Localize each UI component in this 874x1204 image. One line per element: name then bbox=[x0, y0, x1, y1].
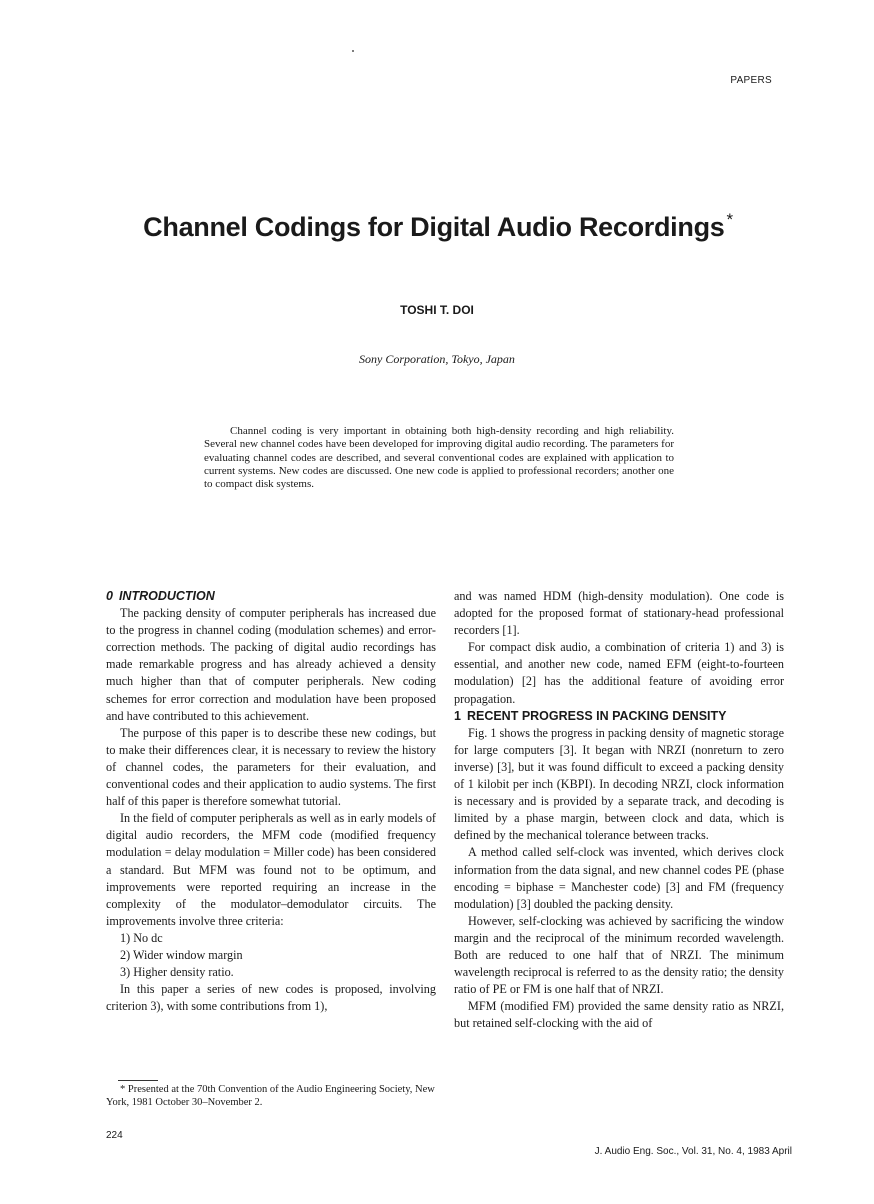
page-number: 224 bbox=[106, 1130, 123, 1141]
abstract: Channel coding is very important in obtaining both high-density recording and high reliability. Several new channel codes have been developed for improving digital audio recording. The parameters for evaluating channel codes are described, and several conventional codes are explained with application to current systems. New codes are discussed. One new code is applied to professional recorders; another one to compact disk systems. bbox=[204, 425, 674, 491]
right-paragraph-5: However, self-clocking was achieved by sacrificing the window margin and the reciprocal of the minimum recorded wavelength. Both are reduced to one half that of NRZI. The minimum wavelength reciprocal is referred to as the density ratio; the density ratio of PE or FM is one half that of NRZI. bbox=[454, 913, 784, 997]
footnote-rule bbox=[118, 1080, 158, 1081]
intro-paragraph-2: The purpose of this paper is to describe these new codings, but to make their differences clear, it is necessary to review the history of channel codes, the parameters for their evaluation, and conventional codes and their application to audio systems. The first half of this paper is therefore somewhat tutorial. bbox=[106, 725, 436, 809]
title-footnote-mark: * bbox=[726, 210, 733, 229]
author-affiliation: Sony Corporation, Tokyo, Japan bbox=[359, 352, 515, 366]
right-paragraph-6: MFM (modified FM) provided the same density ratio as NRZI, but retained self-clocking with the aid of bbox=[454, 999, 784, 1031]
right-paragraph-3: Fig. 1 shows the progress in packing density of magnetic storage for large computers [3]. It began with NRZI (nonreturn to zero inverse) [3], but it was found difficult to exceed a packing density of 1 kilobit per inch (KBPI). In decoding NRZI, clock information is necessary and is provided by a separate track, and decoding is limited by a phase margin, between clock and data, which is defined by the mechanical tolerance between tracks. bbox=[454, 725, 784, 843]
intro-paragraph-1: The packing density of computer peripherals has increased due to the progress in channel coding (modulation schemes) and error-correction methods. The packing of digital audio recordings has made remarkable progress and has already achieved a density much higher than that of computer peripherals. New coding schemes for error correction and modulation have been proposed and have contributed to this achievement. bbox=[106, 606, 436, 723]
right-column bbox=[454, 588, 784, 1032]
intro-heading-number: 0 bbox=[106, 589, 113, 603]
criterion-item: 2) Wider window margin bbox=[120, 947, 243, 962]
scan-speck bbox=[352, 50, 354, 52]
criterion-item: 3) Higher density ratio. bbox=[120, 965, 234, 980]
right-paragraph-4: A method called self-clock was invented, which derives clock information from the data signal, and new channel codes PE (phase encoding = biphase = Manchester code) [3] and FM (frequency modulation) [3] doubled the packing density. bbox=[454, 845, 784, 911]
left-column bbox=[106, 588, 436, 1015]
footnote: * Presented at the 70th Convention of the Audio Engineering Society, New York, 1981 October 30–November 2. bbox=[106, 1084, 435, 1108]
author-name: TOSHI T. DOI bbox=[400, 303, 474, 317]
intro-paragraph-4: In this paper a series of new codes is proposed, involving criterion 3), with some contributions from 1), bbox=[106, 982, 436, 1014]
section-1-heading-text: RECENT PROGRESS IN PACKING DENSITY bbox=[466, 708, 727, 723]
section-tag: PAPERS bbox=[730, 75, 772, 86]
intro-paragraph-3: In the field of computer peripherals as well as in early models of digital audio recorders, the MFM code (modified frequency modulation = delay modulation = Miller code) has been considered a standard. But MFM was found not to be optimum, and improvements were reported requiring an increase in the complexity of the modulator–demodulator circuits. The improvements involve three criteria: bbox=[106, 811, 436, 928]
section-1-heading bbox=[454, 708, 784, 725]
intro-heading bbox=[106, 588, 436, 605]
paper-title-text: Channel Codings for Digital Audio Recordings bbox=[143, 212, 725, 242]
criterion-item: 1) No dc bbox=[120, 930, 163, 945]
journal-reference: J. Audio Eng. Soc., Vol. 31, No. 4, 1983 April bbox=[594, 1146, 792, 1157]
right-paragraph-2: For compact disk audio, a combination of criteria 1) and 3) is essential, and another new code, named EFM (eight-to-fourteen modulation) [2] has the additional feature of avoiding error propagation. bbox=[454, 640, 784, 706]
section-1-number: 1 bbox=[454, 708, 461, 723]
intro-heading-text: INTRODUCTION bbox=[118, 589, 215, 603]
paper-title bbox=[0, 212, 874, 243]
right-paragraph-1: and was named HDM (high-density modulation). One code is adopted for the proposed format of stationary-head professional recorders [1]. bbox=[454, 589, 784, 638]
